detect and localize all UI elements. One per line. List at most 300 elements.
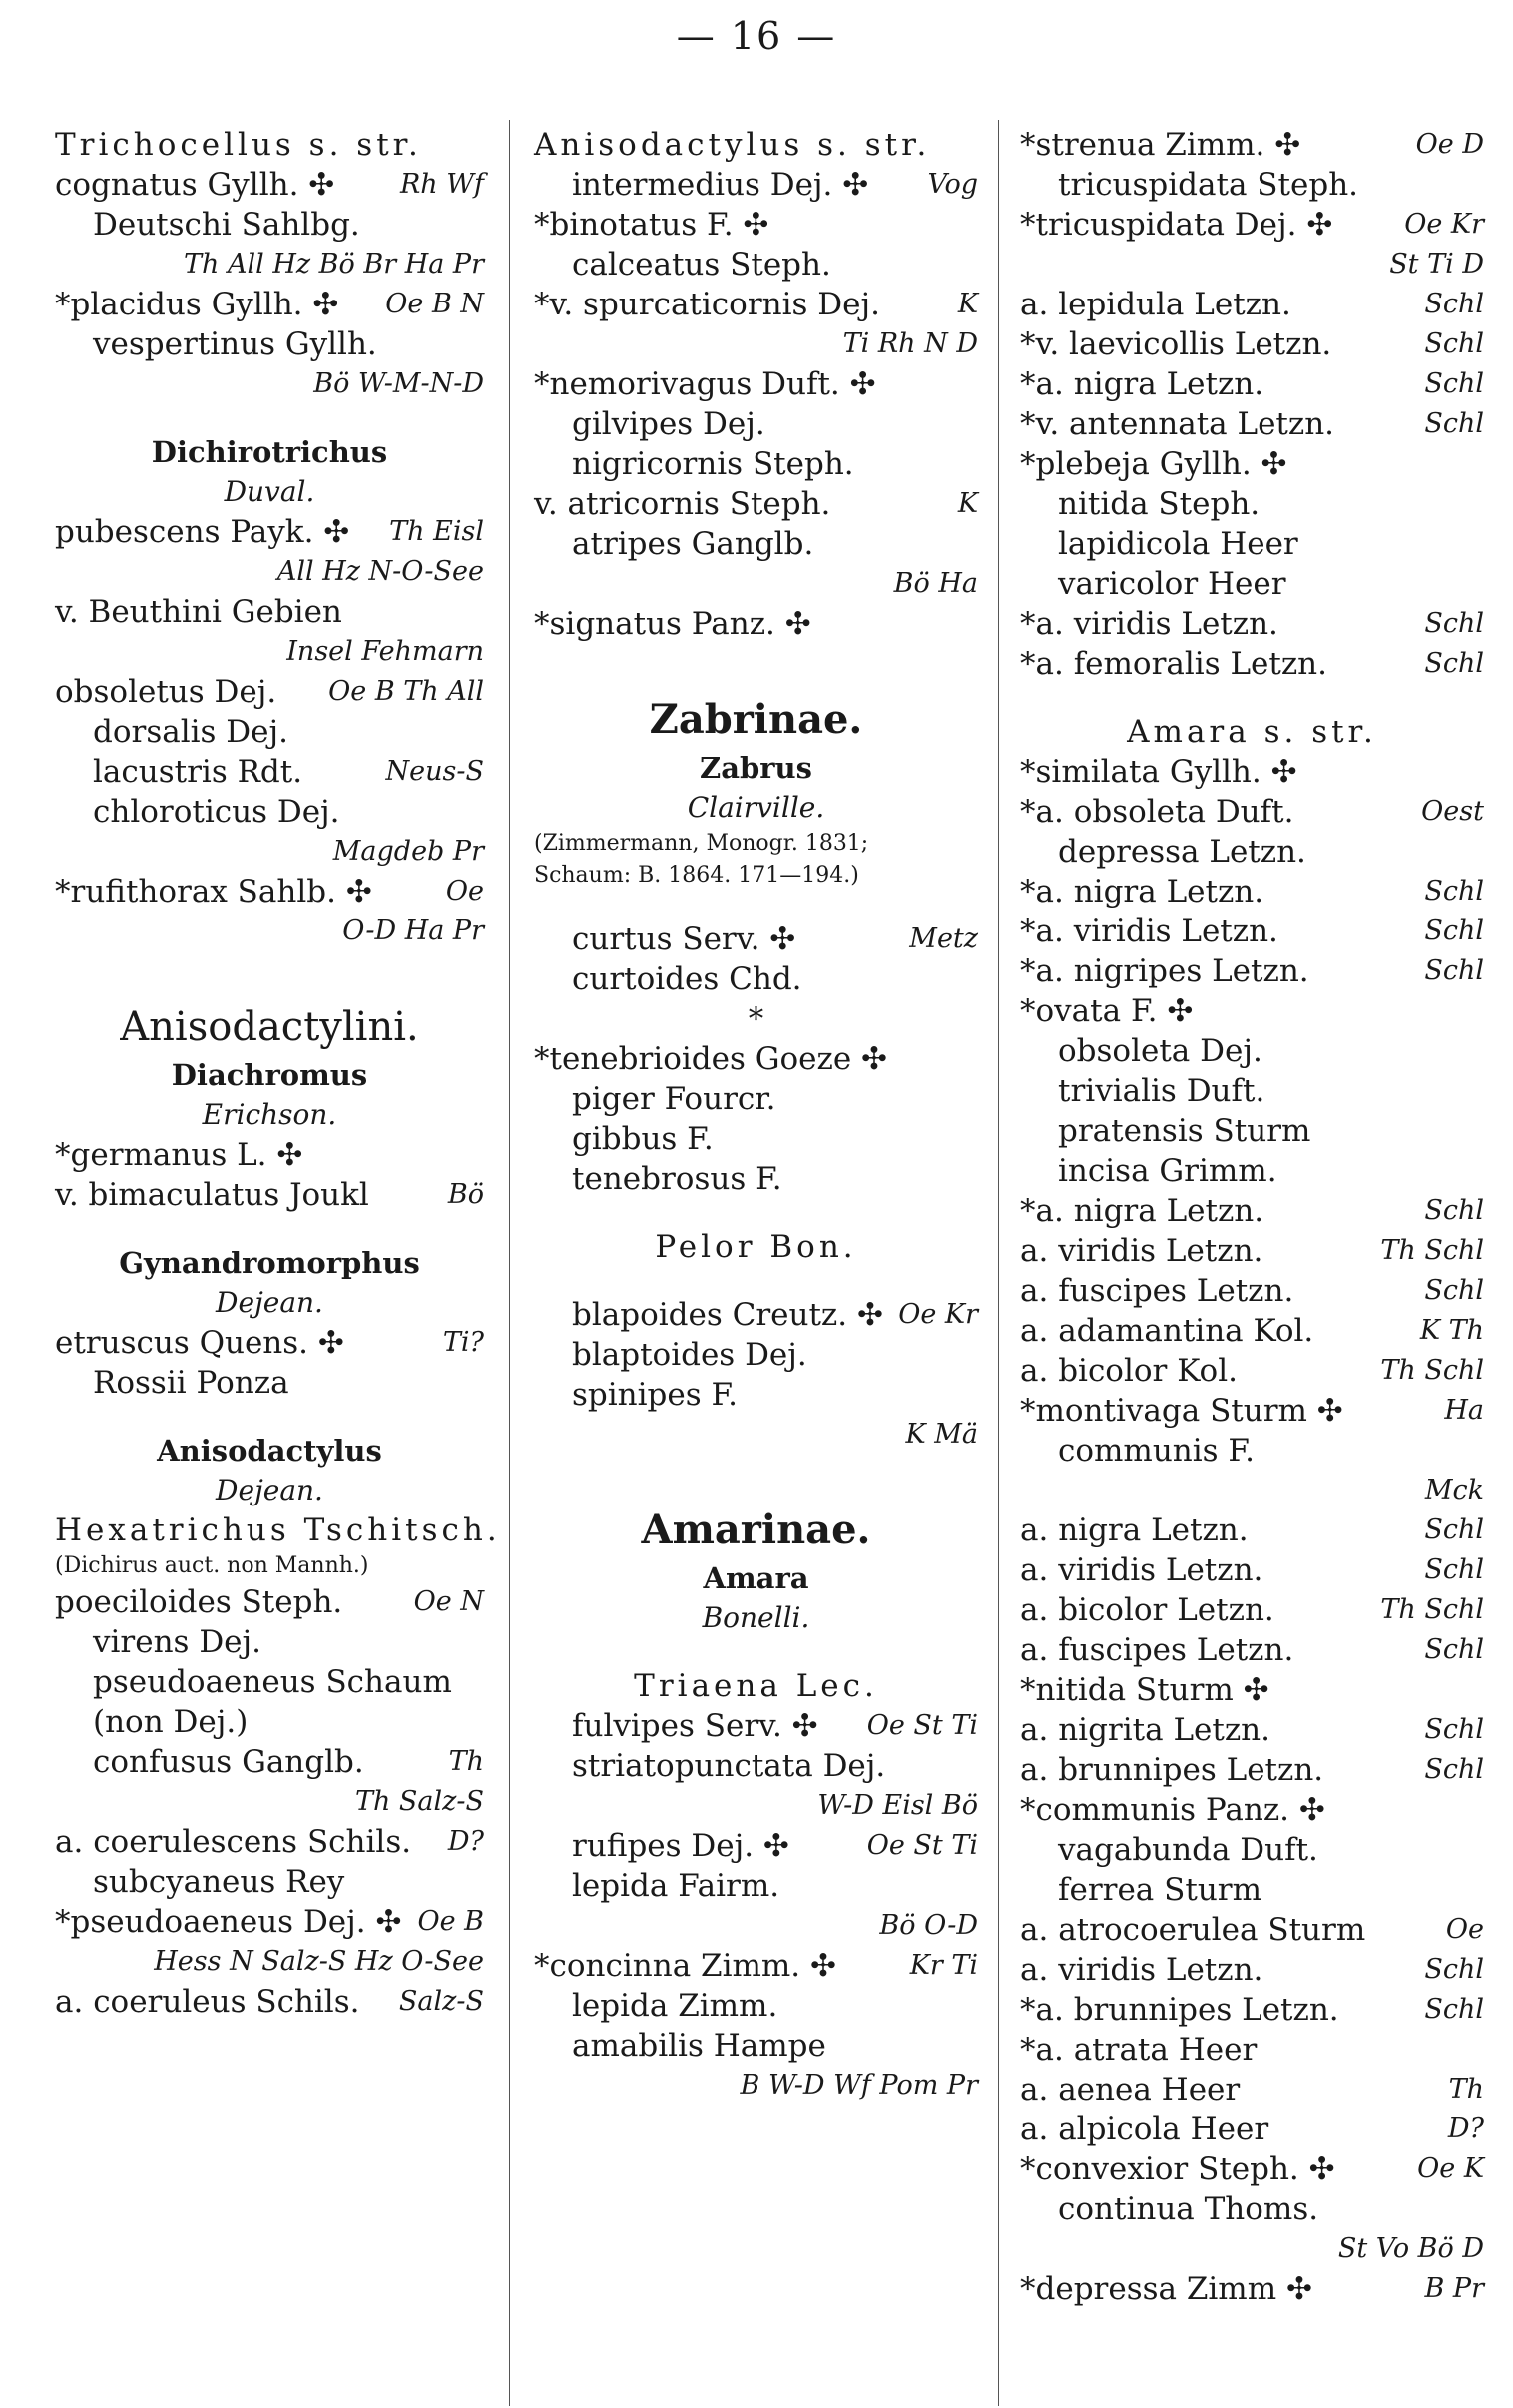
distribution-text: Schl bbox=[1424, 1275, 1484, 1306]
distribution-text: Hess N Salz-S Hz O-See bbox=[154, 1946, 484, 1977]
entry-line bbox=[534, 1826, 978, 1866]
entry-text: varicolor Heer bbox=[1058, 566, 1286, 602]
entry-text: Dichirotrichus bbox=[151, 435, 388, 469]
distribution-text: Th Salz-S bbox=[354, 1786, 484, 1817]
distribution-text: K Th bbox=[1419, 1315, 1484, 1346]
entry-line bbox=[1020, 245, 1484, 285]
reference-note bbox=[534, 860, 978, 892]
distribution-text: Th Eisl bbox=[389, 516, 484, 547]
entry-text: *convexior Steph. ✣ bbox=[1020, 2151, 1335, 2187]
entry-text: striatopunctata Dej. bbox=[572, 1748, 886, 1784]
distribution-text: D? bbox=[1447, 2113, 1484, 2144]
entry-text: *nitida Sturm ✣ bbox=[1020, 1672, 1269, 1708]
entry-text: blapoides Creutz. ✣ bbox=[572, 1297, 883, 1333]
entry-text: *a. viridis Letzn. bbox=[1020, 606, 1278, 642]
distribution-text: Bö W-M-N-D bbox=[313, 368, 484, 399]
entry-line bbox=[1020, 1910, 1484, 1950]
entry-line bbox=[55, 1323, 484, 1363]
entry-line bbox=[1020, 165, 1484, 205]
entry-line bbox=[55, 285, 484, 324]
entry-text: Erichson. bbox=[202, 1098, 337, 1131]
entry-text: rufipes Dej. ✣ bbox=[572, 1828, 789, 1864]
entry-line bbox=[1020, 1231, 1484, 1271]
entry-text: lepida Zimm. bbox=[572, 1988, 778, 2024]
entry-text: continua Thoms. bbox=[1058, 2191, 1319, 2227]
entry-text: Duval. bbox=[224, 475, 315, 508]
entry-line bbox=[534, 165, 978, 205]
distribution-text: Schl bbox=[1424, 1994, 1484, 2025]
entry-text: Amarinae. bbox=[641, 1506, 871, 1553]
entry-line bbox=[1020, 205, 1484, 245]
entry-text: subcyaneus Rey bbox=[93, 1864, 345, 1900]
entry-line bbox=[1020, 2189, 1484, 2229]
distribution-text: Schl bbox=[1424, 408, 1484, 439]
distribution-text: Schl bbox=[1424, 955, 1484, 986]
subgenus-heading bbox=[534, 125, 978, 165]
entry-line bbox=[1020, 1151, 1484, 1191]
spacer bbox=[534, 892, 978, 919]
entry-text: cognatus Gyllh. ✣ bbox=[55, 167, 335, 203]
entry-text: intermedius Dej. ✣ bbox=[572, 167, 869, 203]
entry-text: pseudoaeneus Schaum bbox=[93, 1664, 452, 1700]
entry-text: lapidicola Heer bbox=[1058, 526, 1298, 562]
entry-text: *strenua Zimm. ✣ bbox=[1020, 127, 1301, 163]
entry-line bbox=[1020, 1750, 1484, 1790]
spacer bbox=[55, 1215, 484, 1243]
entry-line bbox=[1020, 991, 1484, 1031]
reference-note bbox=[55, 1550, 484, 1582]
column-rule bbox=[998, 120, 999, 2406]
distribution-text: Th Schl bbox=[1380, 1594, 1484, 1625]
genus-heading bbox=[55, 1055, 484, 1095]
entry-text: a. viridis Letzn. bbox=[1020, 1233, 1263, 1269]
entry-line bbox=[534, 2026, 978, 2066]
entry-text: Gynandromorphus bbox=[119, 1246, 420, 1280]
entry-line bbox=[534, 364, 978, 404]
distribution-text: K bbox=[957, 488, 978, 519]
entry-line bbox=[1020, 752, 1484, 792]
spacer bbox=[534, 1267, 978, 1295]
entry-line bbox=[1020, 1630, 1484, 1670]
entry-line bbox=[55, 592, 484, 632]
author-line bbox=[534, 788, 978, 828]
genus-heading bbox=[55, 1431, 484, 1471]
entry-line bbox=[534, 1986, 978, 2026]
entry-text: (Zimmermann, Monogr. 1831; bbox=[534, 831, 869, 856]
entry-text: Dejean. bbox=[216, 1474, 323, 1506]
entry-text: nigricornis Steph. bbox=[572, 446, 854, 482]
entry-text: *nemorivagus Duft. ✣ bbox=[534, 366, 876, 402]
entry-line bbox=[534, 604, 978, 644]
entry-text: a. fuscipes Letzn. bbox=[1020, 1632, 1294, 1668]
entry-text: *depressa Zimm ✣ bbox=[1020, 2271, 1312, 2307]
distribution-text: All Hz N-O-See bbox=[276, 556, 484, 587]
entry-line bbox=[534, 2066, 978, 2106]
distribution-text: Schl bbox=[1424, 608, 1484, 639]
entry-text: a. bicolor Kol. bbox=[1020, 1353, 1238, 1389]
entry-text: Deutschi Sahlbg. bbox=[93, 207, 360, 243]
distribution-text: B W-D Wf Pom Pr bbox=[740, 2070, 978, 2101]
distribution-text: O-D Ha Pr bbox=[342, 915, 484, 946]
author-line bbox=[55, 1471, 484, 1510]
entry-text: Anisodactylus bbox=[157, 1434, 382, 1468]
distribution-text: Oe Kr bbox=[1404, 209, 1484, 240]
distribution-text: Schl bbox=[1424, 876, 1484, 906]
entry-text: *v. spurcaticornis Dej. bbox=[534, 287, 880, 322]
entry-text: etruscus Quens. ✣ bbox=[55, 1325, 344, 1361]
entry-text: a. nigra Letzn. bbox=[1020, 1512, 1249, 1548]
entry-line bbox=[1020, 604, 1484, 644]
entry-line bbox=[534, 1415, 978, 1455]
spacer bbox=[534, 1199, 978, 1227]
entry-text: Anisodactylus s. str. bbox=[534, 127, 931, 163]
entry-text: a. fuscipes Letzn. bbox=[1020, 1273, 1294, 1309]
entry-text: *germanus L. ✣ bbox=[55, 1137, 303, 1173]
distribution-text: Oe St Ti bbox=[866, 1710, 978, 1741]
entry-text: Trichocellus s. str. bbox=[55, 127, 422, 163]
entry-text: *a. nigra Letzn. bbox=[1020, 874, 1264, 909]
spacer bbox=[55, 1403, 484, 1431]
entry-text: vagabunda Duft. bbox=[1058, 1832, 1318, 1868]
entry-line bbox=[55, 165, 484, 205]
distribution-text: Oe B bbox=[417, 1906, 484, 1937]
entry-line bbox=[1020, 1071, 1484, 1111]
entry-line bbox=[534, 564, 978, 604]
distribution-text: Th bbox=[1448, 2074, 1484, 2105]
entry-line bbox=[534, 285, 978, 324]
entry-text: *a. obsoleta Duft. bbox=[1020, 794, 1294, 830]
distribution-text: Schl bbox=[1424, 1554, 1484, 1585]
entry-line bbox=[55, 512, 484, 552]
entry-text: v. bimaculatus Joukl bbox=[55, 1177, 369, 1213]
entry-text: *binotatus F. ✣ bbox=[534, 207, 769, 243]
distribution-text: Bö Ha bbox=[893, 568, 978, 599]
entry-line bbox=[1020, 524, 1484, 564]
entry-text: a. atrocoerulea Sturm bbox=[1020, 1912, 1366, 1948]
entry-text: pubescens Payk. ✣ bbox=[55, 514, 350, 550]
entry-text: *montivaga Sturm ✣ bbox=[1020, 1393, 1343, 1429]
entry-line bbox=[1020, 1311, 1484, 1351]
entry-text: *a. nigripes Letzn. bbox=[1020, 953, 1309, 989]
entry-line bbox=[1020, 1351, 1484, 1391]
entry-text: (Dichirus auct. non Mannh.) bbox=[55, 1553, 369, 1578]
entry-line bbox=[55, 1942, 484, 1982]
entry-text: a. brunnipes Letzn. bbox=[1020, 1752, 1324, 1788]
entry-text: Amara s. str. bbox=[1127, 714, 1377, 750]
entry-text: trivialis Duft. bbox=[1058, 1073, 1265, 1109]
entry-text: a. adamantina Kol. bbox=[1020, 1313, 1314, 1349]
distribution-text: Ti Rh N D bbox=[842, 328, 978, 359]
subgenus-heading bbox=[55, 125, 484, 165]
entry-text: a. aenea Heer bbox=[1020, 2072, 1241, 2107]
entry-line bbox=[55, 324, 484, 364]
entry-line bbox=[534, 1706, 978, 1746]
entry-line bbox=[55, 552, 484, 592]
entry-line bbox=[1020, 1830, 1484, 1870]
entry-line bbox=[55, 245, 484, 285]
entry-line bbox=[1020, 285, 1484, 324]
entry-line bbox=[1020, 484, 1484, 524]
entry-line bbox=[55, 1822, 484, 1862]
distribution-text: Schl bbox=[1424, 915, 1484, 946]
subgenus-heading bbox=[1020, 712, 1484, 752]
entry-line bbox=[534, 324, 978, 364]
section-heading bbox=[534, 1503, 978, 1558]
entry-text: *a. nigra Letzn. bbox=[1020, 366, 1264, 402]
entry-line bbox=[1020, 2109, 1484, 2149]
entry-text: a. viridis Letzn. bbox=[1020, 1552, 1263, 1588]
entry-line bbox=[1020, 1471, 1484, 1510]
entry-line bbox=[55, 1363, 484, 1403]
author-line bbox=[55, 472, 484, 512]
section-heading bbox=[55, 999, 484, 1055]
entry-line bbox=[55, 1135, 484, 1175]
entry-line bbox=[534, 444, 978, 484]
entry-line bbox=[1020, 1950, 1484, 1990]
entry-text: Hexatrichus Tschitsch. bbox=[55, 1512, 501, 1548]
distribution-text: W-D Eisl Bö bbox=[817, 1790, 978, 1821]
distribution-text: Rh Wf bbox=[399, 169, 484, 200]
entry-line bbox=[534, 999, 978, 1039]
entry-line bbox=[1020, 1271, 1484, 1311]
distribution-text: Schl bbox=[1424, 1714, 1484, 1745]
entry-text: Pelor Bon. bbox=[655, 1229, 857, 1265]
distribution-text: Schl bbox=[1424, 648, 1484, 679]
entry-text: *plebeja Gyllh. ✣ bbox=[1020, 446, 1287, 482]
distribution-text: Vog bbox=[927, 169, 978, 200]
entry-line bbox=[55, 1982, 484, 2022]
entry-line bbox=[534, 1375, 978, 1415]
entry-line bbox=[55, 1782, 484, 1822]
distribution-text: Schl bbox=[1424, 1634, 1484, 1665]
entry-text: Rossii Ponza bbox=[93, 1365, 289, 1401]
entry-text: dorsalis Dej. bbox=[93, 714, 288, 750]
entry-text: Dejean. bbox=[216, 1286, 323, 1319]
entry-line bbox=[1020, 1710, 1484, 1750]
entry-text: *rufithorax Sahlb. ✣ bbox=[55, 874, 372, 909]
entry-text: depressa Letzn. bbox=[1058, 834, 1306, 870]
entry-line bbox=[55, 752, 484, 792]
entry-line bbox=[1020, 1431, 1484, 1471]
genus-heading bbox=[534, 748, 978, 788]
subgenus-heading bbox=[534, 1666, 978, 1706]
entry-line bbox=[1020, 1990, 1484, 2030]
reference-note bbox=[534, 828, 978, 860]
entry-text: obsoletus Dej. bbox=[55, 674, 277, 710]
entry-line bbox=[534, 1119, 978, 1159]
entry-text: fulvipes Serv. ✣ bbox=[572, 1708, 818, 1744]
entry-text: amabilis Hampe bbox=[572, 2028, 826, 2064]
entry-text: *a. femoralis Letzn. bbox=[1020, 646, 1328, 682]
entry-text: Bonelli. bbox=[702, 1601, 810, 1634]
entry-text: *a. viridis Letzn. bbox=[1020, 913, 1278, 949]
genus-heading bbox=[55, 1243, 484, 1283]
entry-text: a. alpicola Heer bbox=[1020, 2111, 1269, 2147]
genus-heading bbox=[55, 432, 484, 472]
entry-text: a. lepidula Letzn. bbox=[1020, 287, 1291, 322]
entry-line bbox=[55, 1622, 484, 1662]
entry-text: tenebrosus F. bbox=[572, 1161, 782, 1197]
entry-line bbox=[1020, 911, 1484, 951]
entry-text: ferrea Sturm bbox=[1058, 1872, 1262, 1908]
spacer bbox=[55, 404, 484, 432]
distribution-text: Kr Ti bbox=[909, 1950, 978, 1981]
entry-text: Diachromus bbox=[171, 1058, 368, 1092]
entry-line bbox=[534, 1335, 978, 1375]
entry-text: chloroticus Dej. bbox=[93, 794, 340, 830]
page-number: — 16 — bbox=[676, 14, 837, 58]
distribution-text: Schl bbox=[1424, 1195, 1484, 1226]
spacer bbox=[534, 644, 978, 692]
entry-text: a. coerulescens Schils. bbox=[55, 1824, 412, 1860]
entry-line bbox=[534, 1079, 978, 1119]
distribution-text: Oe K bbox=[1417, 2153, 1484, 2184]
subgenus-heading bbox=[55, 1510, 501, 1550]
entry-line bbox=[1020, 872, 1484, 911]
entry-line bbox=[55, 792, 484, 832]
entry-text: Zabrinae. bbox=[649, 696, 863, 743]
author-line bbox=[55, 1095, 484, 1135]
entry-line bbox=[534, 1946, 978, 1986]
entry-text: virens Dej. bbox=[93, 1624, 261, 1660]
entry-text: * bbox=[748, 1001, 764, 1037]
entry-text: communis F. bbox=[1058, 1433, 1255, 1469]
distribution-text: St Ti D bbox=[1389, 249, 1484, 280]
distribution-text: K bbox=[957, 289, 978, 319]
entry-text: *similata Gyllh. ✣ bbox=[1020, 754, 1297, 790]
entry-line bbox=[534, 959, 978, 999]
entry-text: *v. antennata Letzn. bbox=[1020, 406, 1335, 442]
entry-line bbox=[534, 1295, 978, 1335]
entry-line bbox=[1020, 1191, 1484, 1231]
distribution-text: Th Schl bbox=[1380, 1235, 1484, 1266]
distribution-text: Insel Fehmarn bbox=[286, 636, 484, 667]
entry-text: blaptoides Dej. bbox=[572, 1337, 807, 1373]
entry-text: *signatus Panz. ✣ bbox=[534, 606, 811, 642]
entry-text: *ovata F. ✣ bbox=[1020, 993, 1194, 1029]
entry-text: calceatus Steph. bbox=[572, 247, 831, 283]
spacer bbox=[55, 951, 484, 999]
entry-line bbox=[534, 1746, 978, 1786]
entry-line bbox=[55, 1702, 484, 1742]
distribution-text: Th bbox=[448, 1746, 484, 1777]
text-column-2 bbox=[534, 125, 978, 2106]
distribution-text: Mck bbox=[1424, 1475, 1484, 1505]
entry-text: *placidus Gyllh. ✣ bbox=[55, 287, 339, 322]
entry-text: (non Dej.) bbox=[93, 1704, 249, 1740]
entry-line bbox=[1020, 644, 1484, 684]
entry-line bbox=[1020, 404, 1484, 444]
spacer bbox=[534, 1455, 978, 1503]
entry-line bbox=[1020, 1590, 1484, 1630]
subgenus-heading bbox=[534, 1227, 978, 1267]
author-line bbox=[55, 1283, 484, 1323]
entry-line bbox=[1020, 444, 1484, 484]
distribution-text: Schl bbox=[1424, 328, 1484, 359]
entry-text: curtus Serv. ✣ bbox=[572, 921, 796, 957]
column-rule bbox=[509, 120, 510, 2406]
entry-line bbox=[1020, 564, 1484, 604]
distribution-text: Oe B Th All bbox=[328, 676, 484, 707]
entry-line bbox=[55, 832, 484, 872]
entry-text: tricuspidata Steph. bbox=[1058, 167, 1359, 203]
entry-line bbox=[1020, 2269, 1484, 2309]
entry-text: *concinna Zimm. ✣ bbox=[534, 1948, 836, 1984]
distribution-text: Oe B N bbox=[385, 289, 484, 319]
entry-line bbox=[55, 1175, 484, 1215]
distribution-text: Metz bbox=[909, 923, 978, 954]
entry-line bbox=[55, 364, 484, 404]
entry-line bbox=[1020, 792, 1484, 832]
entry-text: *pseudoaeneus Dej. ✣ bbox=[55, 1904, 402, 1940]
entry-line bbox=[1020, 1510, 1484, 1550]
entry-line bbox=[1020, 1790, 1484, 1830]
spacer bbox=[534, 1638, 978, 1666]
entry-text: v. atricornis Steph. bbox=[534, 486, 831, 522]
entry-text: *tricuspidata Dej. ✣ bbox=[1020, 207, 1333, 243]
entry-text: atripes Ganglb. bbox=[572, 526, 814, 562]
entry-line bbox=[1020, 2149, 1484, 2189]
distribution-text: Neus-S bbox=[385, 756, 484, 787]
distribution-text: Ha bbox=[1444, 1395, 1484, 1426]
entry-line bbox=[55, 911, 484, 951]
entry-line bbox=[1020, 1391, 1484, 1431]
entry-line bbox=[1020, 324, 1484, 364]
entry-text: *tenebrioides Goeze ✣ bbox=[534, 1041, 888, 1077]
entry-line bbox=[534, 484, 978, 524]
distribution-text: Schl bbox=[1424, 1954, 1484, 1985]
entry-text: *a. nigra Letzn. bbox=[1020, 1193, 1264, 1229]
entry-line bbox=[1020, 1031, 1484, 1071]
entry-text: a. bicolor Letzn. bbox=[1020, 1592, 1274, 1628]
entry-text: lacustris Rdt. bbox=[93, 754, 303, 790]
distribution-text: Ti? bbox=[442, 1327, 484, 1358]
distribution-text: Th Schl bbox=[1380, 1355, 1484, 1386]
entry-text: obsoleta Dej. bbox=[1058, 1033, 1262, 1069]
distribution-text: K Mä bbox=[905, 1419, 978, 1450]
distribution-text: Bö O-D bbox=[879, 1910, 978, 1941]
entry-line bbox=[1020, 1550, 1484, 1590]
entry-line bbox=[534, 1039, 978, 1079]
entry-text: poeciloides Steph. bbox=[55, 1584, 343, 1620]
spacer bbox=[1020, 684, 1484, 712]
entry-line bbox=[1020, 1111, 1484, 1151]
entry-line bbox=[534, 1159, 978, 1199]
entry-text: a. nigrita Letzn. bbox=[1020, 1712, 1270, 1748]
distribution-text: Oest bbox=[1421, 796, 1484, 827]
entry-text: piger Fourcr. bbox=[572, 1081, 776, 1117]
entry-text: Amara bbox=[703, 1561, 809, 1595]
entry-text: *a. atrata Heer bbox=[1020, 2032, 1258, 2068]
entry-line bbox=[1020, 951, 1484, 991]
entry-text: *v. laevicollis Letzn. bbox=[1020, 326, 1332, 362]
entry-text: confusus Ganglb. bbox=[93, 1744, 364, 1780]
entry-text: gibbus F. bbox=[572, 1121, 714, 1157]
entry-line bbox=[55, 872, 484, 911]
entry-line bbox=[1020, 832, 1484, 872]
entry-line bbox=[534, 524, 978, 564]
distribution-text: Oe St Ti bbox=[866, 1830, 978, 1861]
entry-text: Zabrus bbox=[700, 751, 812, 785]
entry-line bbox=[534, 1786, 978, 1826]
entry-line bbox=[534, 205, 978, 245]
distribution-text: Th All Hz Bö Br Ha Pr bbox=[184, 249, 484, 280]
distribution-text: D? bbox=[447, 1826, 484, 1857]
entry-line bbox=[1020, 1670, 1484, 1710]
entry-text: gilvipes Dej. bbox=[572, 406, 765, 442]
entry-line bbox=[534, 404, 978, 444]
distribution-text: Schl bbox=[1424, 1754, 1484, 1785]
